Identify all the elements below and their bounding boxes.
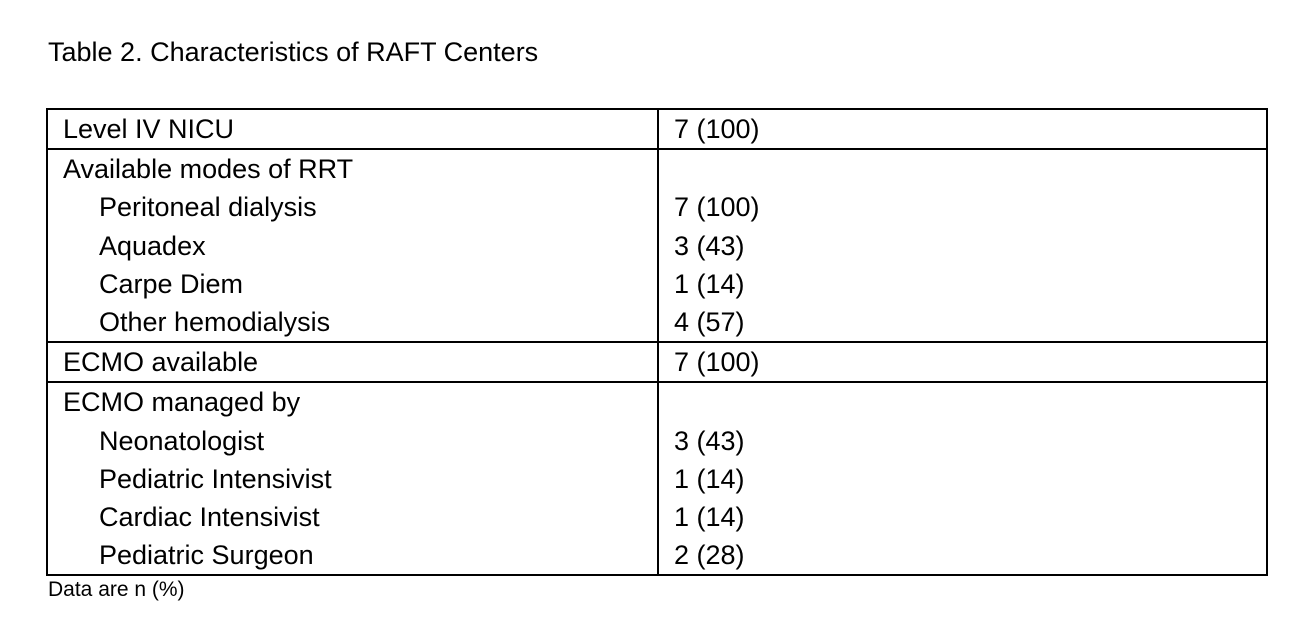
table-row [48, 498, 1266, 536]
table-row [48, 265, 1266, 303]
table-section-rrt-modes [48, 148, 1266, 341]
row-label: Carpe Diem [48, 265, 659, 303]
row-value: 3 (43) [674, 230, 745, 261]
table-row [48, 227, 1266, 265]
table-row [48, 383, 1266, 421]
row-label: Other hemodialysis [48, 303, 659, 341]
table-section-nicu [48, 110, 1266, 148]
row-value: 7 (100) [674, 114, 760, 144]
row-label: ECMO available [48, 343, 659, 381]
table-row [48, 150, 1266, 188]
table-row [48, 460, 1266, 498]
row-label: Neonatologist [48, 422, 659, 460]
table-title: Table 2. Characteristics of RAFT Centers [48, 37, 539, 67]
row-value: 1 (14) [674, 463, 745, 494]
table-section-ecmo-managed [48, 381, 1266, 574]
table-row [48, 422, 1266, 460]
row-value: 7 (100) [674, 347, 760, 378]
characteristics-table [46, 108, 1268, 576]
row-label: Pediatric Intensivist [48, 460, 659, 498]
row-value [659, 383, 1266, 421]
row-value: 7 (100) [674, 192, 760, 223]
table-row [48, 110, 1266, 148]
row-label: Pediatric Surgeon [48, 536, 659, 574]
row-label: Available modes of RRT [48, 150, 659, 188]
row-value: 2 (28) [674, 540, 745, 571]
row-label: ECMO managed by [48, 383, 659, 421]
row-value: 3 (43) [674, 425, 745, 456]
row-value: 4 (57) [674, 306, 745, 337]
row-label: Peritoneal dialysis [48, 188, 659, 226]
row-label: Level IV NICU [48, 110, 659, 148]
row-label: Aquadex [48, 227, 659, 265]
table-row [48, 343, 1266, 381]
table-row [48, 188, 1266, 226]
table-row [48, 536, 1266, 574]
row-label: Cardiac Intensivist [48, 498, 659, 536]
table-row [48, 303, 1266, 341]
row-value [659, 150, 1266, 188]
row-value: 1 (14) [674, 501, 745, 532]
table-footnote: Data are n (%) [48, 578, 185, 601]
row-value: 1 (14) [674, 268, 745, 299]
table-section-ecmo-available [48, 341, 1266, 381]
